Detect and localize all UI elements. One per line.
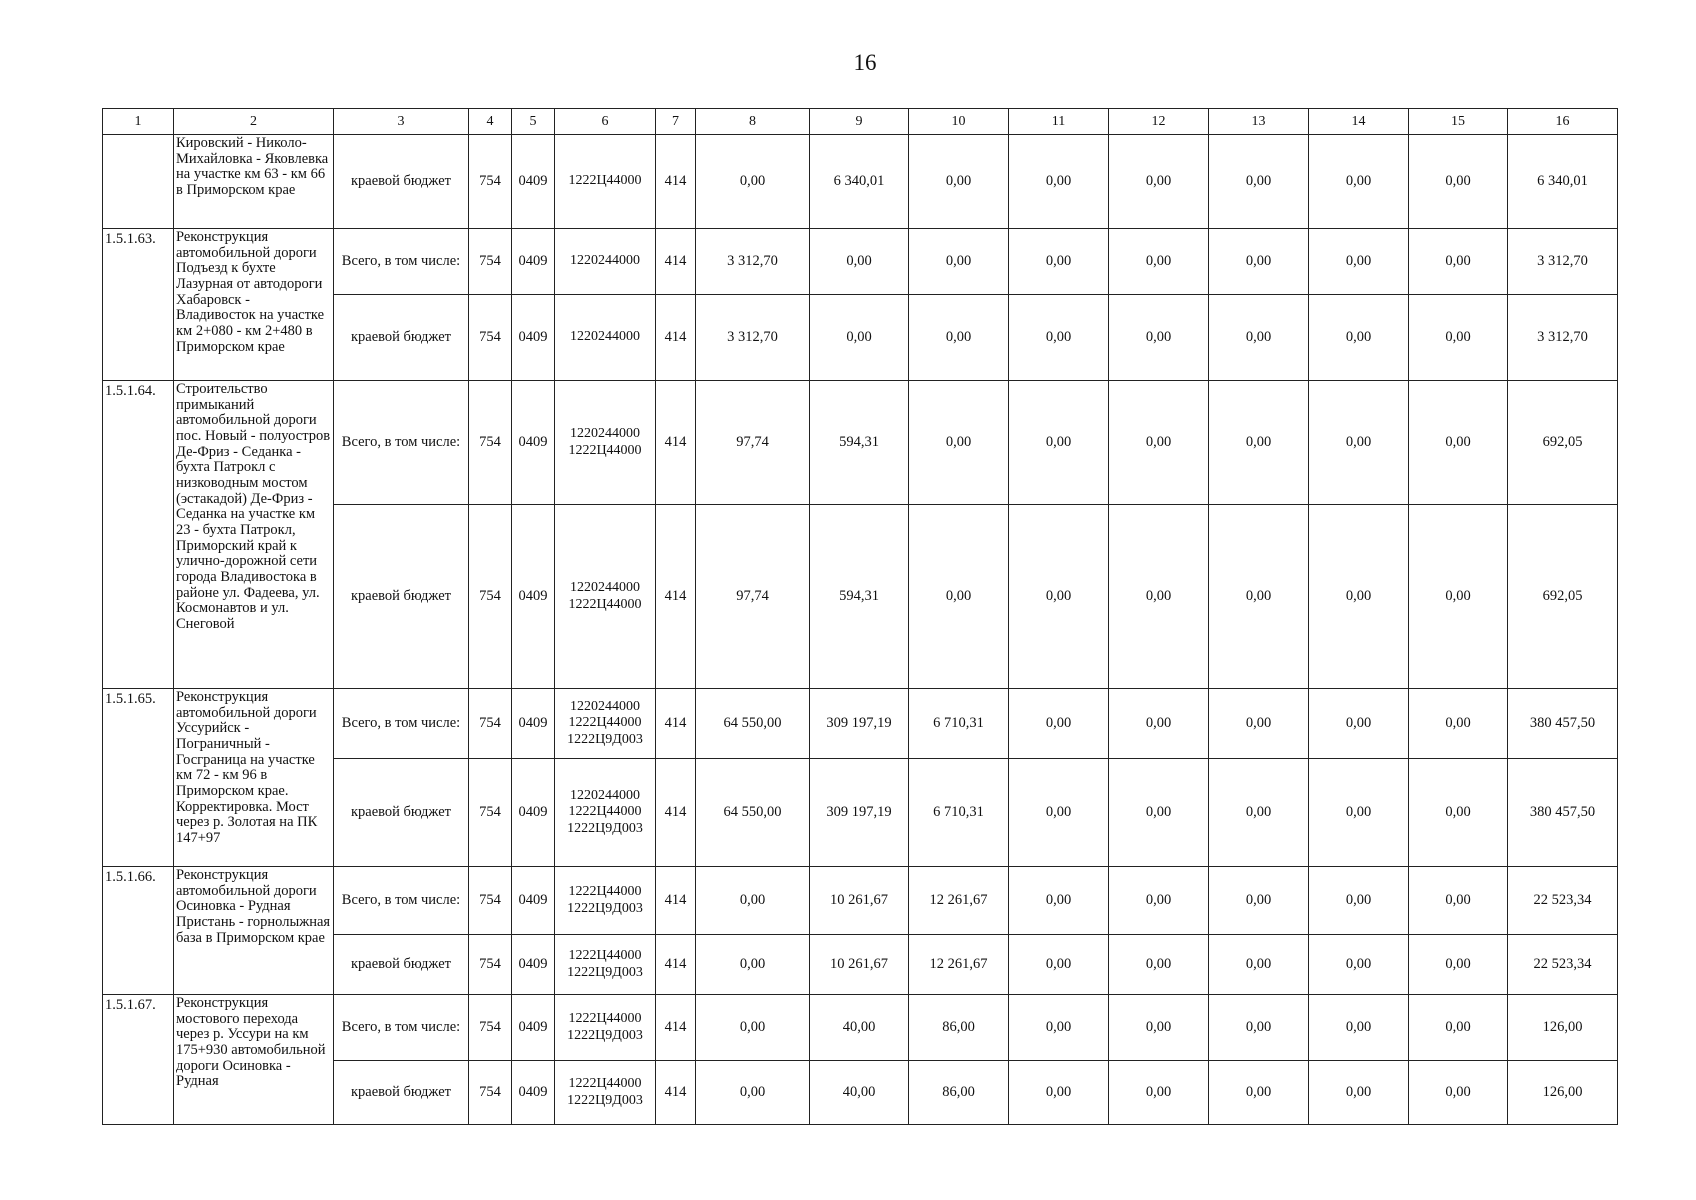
- amount-cell: 0,00: [1409, 505, 1508, 689]
- amount-cell: 0,00: [1109, 935, 1209, 995]
- amount-cell: 10 261,67: [810, 935, 909, 995]
- amount-cell: 0,00: [1109, 689, 1209, 759]
- expense-type-code: 414: [656, 381, 696, 505]
- funding-source: краевой бюджет: [334, 135, 469, 229]
- project-name: Кировский - Николо-Михайловка - Яковлевка на участке км 63 - км 66 в Приморском крае: [174, 135, 334, 229]
- amount-cell: 0,00: [909, 135, 1009, 229]
- project-index: 1.5.1.64.: [103, 381, 174, 689]
- expense-type-code: 414: [656, 759, 696, 867]
- amount-cell: 0,00: [1209, 935, 1309, 995]
- section-code: 0409: [512, 135, 555, 229]
- target-article-code: 1222Ц44000: [568, 948, 642, 964]
- amount-cell: 0,00: [1309, 935, 1409, 995]
- expense-type-code: 414: [656, 295, 696, 381]
- page-number: 16: [853, 50, 877, 75]
- target-article-codes: [555, 759, 656, 867]
- project-name: Реконструкция мостового перехода через р. Уссури на км 175+930 автомобильной дороги Осиновка - Рудная: [174, 995, 334, 1125]
- amount-cell: 0,00: [1209, 995, 1309, 1061]
- target-article-code: 1220244000: [570, 580, 640, 596]
- section-code: 0409: [512, 505, 555, 689]
- funding-source: краевой бюджет: [334, 505, 469, 689]
- amount-cell: 0,00: [1109, 1061, 1209, 1125]
- project-name: Реконструкция автомобильной дороги Уссурийск - Пограничный - Госграница на участке км 72 - км 96 в Приморском крае. Корректировка. Мост через р. Золотая на ПК 147+97: [174, 689, 334, 867]
- amount-cell: 0,00: [1309, 995, 1409, 1061]
- target-article-code: 1220244000: [570, 253, 640, 269]
- project-index: 1.5.1.63.: [103, 229, 174, 381]
- amount-cell: 0,00: [1109, 995, 1209, 1061]
- project-name: Реконструкция автомобильной дороги Подъезд к бухте Лазурная от автодороги Хабаровск - Владивосток на участке км 2+080 - км 2+480 в Приморском крае: [174, 229, 334, 381]
- grbs-code: 754: [469, 689, 512, 759]
- column-header: 15: [1409, 109, 1508, 135]
- target-article-code: 1222Ц44000: [568, 173, 642, 189]
- amount-cell: 0,00: [1409, 295, 1508, 381]
- target-article-code: 1222Ц44000: [568, 1011, 642, 1027]
- amount-cell: 0,00: [696, 867, 810, 935]
- funding-source: краевой бюджет: [334, 935, 469, 995]
- amount-cell: 0,00: [1209, 759, 1309, 867]
- amount-cell: 3 312,70: [1508, 295, 1618, 381]
- target-article-codes: [555, 381, 656, 505]
- column-header: 5: [512, 109, 555, 135]
- column-header: 4: [469, 109, 512, 135]
- amount-cell: 0,00: [1409, 1061, 1508, 1125]
- amount-cell: 40,00: [810, 1061, 909, 1125]
- expense-type-code: 414: [656, 1061, 696, 1125]
- amount-cell: 0,00: [909, 295, 1009, 381]
- amount-cell: 22 523,34: [1508, 935, 1618, 995]
- amount-cell: 6 340,01: [810, 135, 909, 229]
- table-body: [103, 109, 1618, 1125]
- amount-cell: 12 261,67: [909, 867, 1009, 935]
- amount-cell: 0,00: [1009, 1061, 1109, 1125]
- grbs-code: 754: [469, 505, 512, 689]
- amount-cell: 12 261,67: [909, 935, 1009, 995]
- funding-source: Всего, в том числе:: [334, 867, 469, 935]
- column-header: 12: [1109, 109, 1209, 135]
- amount-cell: 309 197,19: [810, 759, 909, 867]
- funding-source: краевой бюджет: [334, 759, 469, 867]
- target-article-code: 1222Ц44000: [568, 715, 642, 731]
- amount-cell: 0,00: [1209, 229, 1309, 295]
- section-code: 0409: [512, 295, 555, 381]
- amount-cell: 0,00: [1009, 381, 1109, 505]
- target-article-code: 1220244000: [570, 329, 640, 345]
- amount-cell: 0,00: [1409, 135, 1508, 229]
- expense-type-code: 414: [656, 505, 696, 689]
- table-row: [103, 995, 1618, 1061]
- amount-cell: 0,00: [696, 1061, 810, 1125]
- amount-cell: 40,00: [810, 995, 909, 1061]
- amount-cell: 0,00: [1009, 759, 1109, 867]
- amount-cell: 0,00: [1009, 689, 1109, 759]
- section-code: 0409: [512, 759, 555, 867]
- target-article-codes: [555, 867, 656, 935]
- amount-cell: 126,00: [1508, 995, 1618, 1061]
- amount-cell: 0,00: [1409, 867, 1508, 935]
- expense-type-code: 414: [656, 135, 696, 229]
- amount-cell: 0,00: [1209, 505, 1309, 689]
- target-article-code: 1222Ц9Д003: [567, 1092, 643, 1108]
- section-code: 0409: [512, 689, 555, 759]
- project-index: 1.5.1.66.: [103, 867, 174, 995]
- column-header: 10: [909, 109, 1009, 135]
- section-code: 0409: [512, 1061, 555, 1125]
- amount-cell: 0,00: [1409, 995, 1508, 1061]
- target-article-code: 1222Ц9Д003: [567, 964, 643, 980]
- amount-cell: 126,00: [1508, 1061, 1618, 1125]
- column-header: 6: [555, 109, 656, 135]
- funding-source: Всего, в том числе:: [334, 381, 469, 505]
- grbs-code: 754: [469, 759, 512, 867]
- grbs-code: 754: [469, 995, 512, 1061]
- amount-cell: 0,00: [1109, 229, 1209, 295]
- amount-cell: 0,00: [1409, 759, 1508, 867]
- table-row: [103, 381, 1618, 505]
- amount-cell: 0,00: [1009, 995, 1109, 1061]
- expense-type-code: 414: [656, 229, 696, 295]
- amount-cell: 0,00: [1409, 229, 1508, 295]
- column-header: 3: [334, 109, 469, 135]
- section-code: 0409: [512, 381, 555, 505]
- column-header: 8: [696, 109, 810, 135]
- project-index: 1.5.1.65.: [103, 689, 174, 867]
- section-code: 0409: [512, 867, 555, 935]
- amount-cell: 3 312,70: [1508, 229, 1618, 295]
- amount-cell: 0,00: [1209, 1061, 1309, 1125]
- amount-cell: 86,00: [909, 1061, 1009, 1125]
- amount-cell: 692,05: [1508, 505, 1618, 689]
- target-article-code: 1222Ц9Д003: [567, 900, 643, 916]
- target-article-code: 1222Ц9Д003: [567, 1027, 643, 1043]
- amount-cell: 0,00: [1209, 689, 1309, 759]
- target-article-codes: [555, 505, 656, 689]
- amount-cell: 594,31: [810, 381, 909, 505]
- target-article-code: 1222Ц44000: [568, 596, 642, 612]
- section-code: 0409: [512, 935, 555, 995]
- amount-cell: 380 457,50: [1508, 759, 1618, 867]
- amount-cell: 0,00: [1009, 135, 1109, 229]
- funding-source: Всего, в том числе:: [334, 995, 469, 1061]
- amount-cell: 0,00: [1309, 135, 1409, 229]
- amount-cell: 0,00: [909, 381, 1009, 505]
- grbs-code: 754: [469, 295, 512, 381]
- amount-cell: 6 710,31: [909, 689, 1009, 759]
- amount-cell: 0,00: [1309, 759, 1409, 867]
- grbs-code: 754: [469, 381, 512, 505]
- amount-cell: 97,74: [696, 381, 810, 505]
- grbs-code: 754: [469, 229, 512, 295]
- amount-cell: 97,74: [696, 505, 810, 689]
- target-article-code: 1222Ц44000: [568, 884, 642, 900]
- expense-type-code: 414: [656, 995, 696, 1061]
- target-article-codes: [555, 1061, 656, 1125]
- target-article-codes: [555, 935, 656, 995]
- amount-cell: 0,00: [1009, 935, 1109, 995]
- amount-cell: 0,00: [1109, 505, 1209, 689]
- amount-cell: 0,00: [1209, 381, 1309, 505]
- expense-type-code: 414: [656, 867, 696, 935]
- column-header: 11: [1009, 109, 1109, 135]
- amount-cell: 0,00: [1109, 867, 1209, 935]
- grbs-code: 754: [469, 867, 512, 935]
- amount-cell: 0,00: [810, 295, 909, 381]
- column-header: 16: [1508, 109, 1618, 135]
- amount-cell: 0,00: [1409, 689, 1508, 759]
- amount-cell: 0,00: [1009, 295, 1109, 381]
- expense-type-code: 414: [656, 935, 696, 995]
- amount-cell: 594,31: [810, 505, 909, 689]
- funding-source: краевой бюджет: [334, 1061, 469, 1125]
- target-article-codes: [555, 995, 656, 1061]
- amount-cell: 0,00: [909, 505, 1009, 689]
- target-article-codes: [555, 295, 656, 381]
- column-header: 2: [174, 109, 334, 135]
- amount-cell: 0,00: [1409, 935, 1508, 995]
- amount-cell: 10 261,67: [810, 867, 909, 935]
- funding-source: Всего, в том числе:: [334, 689, 469, 759]
- amount-cell: 0,00: [1109, 381, 1209, 505]
- amount-cell: 64 550,00: [696, 689, 810, 759]
- grbs-code: 754: [469, 135, 512, 229]
- amount-cell: 0,00: [1209, 867, 1309, 935]
- funding-source: краевой бюджет: [334, 295, 469, 381]
- project-index: 1.5.1.67.: [103, 995, 174, 1125]
- amount-cell: 0,00: [1309, 505, 1409, 689]
- amount-cell: 0,00: [1009, 505, 1109, 689]
- table-row: [103, 689, 1618, 759]
- amount-cell: 0,00: [1009, 229, 1109, 295]
- target-article-codes: [555, 135, 656, 229]
- target-article-codes: [555, 689, 656, 759]
- target-article-code: 1220244000: [570, 699, 640, 715]
- amount-cell: 22 523,34: [1508, 867, 1618, 935]
- project-name: Строительство примыканий автомобильной дороги пос. Новый - полуостров Де-Фриз - Седанка - бухта Патрокл с низководным мостом (эстакадой) Де-Фриз - Седанка на участке км 23 - бухта Патрокл, Приморский край к улично-дорожной сети города Владивостока в районе ул. Фадеева, ул. Космонавтов и ул. Снеговой: [174, 381, 334, 689]
- header-row: [103, 109, 1618, 135]
- column-header: 9: [810, 109, 909, 135]
- amount-cell: 0,00: [696, 995, 810, 1061]
- target-article-code: 1220244000: [570, 426, 640, 442]
- amount-cell: 0,00: [696, 935, 810, 995]
- table-row: [103, 135, 1618, 229]
- budget-table: [102, 108, 1618, 1125]
- amount-cell: 0,00: [1309, 867, 1409, 935]
- amount-cell: 0,00: [1309, 1061, 1409, 1125]
- target-article-code: 1222Ц44000: [568, 1076, 642, 1092]
- target-article-code: 1220244000: [570, 788, 640, 804]
- expense-type-code: 414: [656, 689, 696, 759]
- funding-source: Всего, в том числе:: [334, 229, 469, 295]
- amount-cell: 0,00: [810, 229, 909, 295]
- amount-cell: 0,00: [909, 229, 1009, 295]
- amount-cell: 0,00: [1309, 689, 1409, 759]
- amount-cell: 0,00: [1109, 295, 1209, 381]
- amount-cell: 309 197,19: [810, 689, 909, 759]
- amount-cell: 0,00: [1309, 229, 1409, 295]
- target-article-code: 1222Ц9Д003: [567, 731, 643, 747]
- amount-cell: 692,05: [1508, 381, 1618, 505]
- grbs-code: 754: [469, 935, 512, 995]
- amount-cell: 0,00: [1009, 867, 1109, 935]
- amount-cell: 0,00: [1109, 135, 1209, 229]
- project-index: [103, 135, 174, 229]
- amount-cell: 3 312,70: [696, 295, 810, 381]
- column-header: 7: [656, 109, 696, 135]
- column-header: 1: [103, 109, 174, 135]
- table-row: [103, 867, 1618, 935]
- amount-cell: 0,00: [1209, 295, 1309, 381]
- amount-cell: 0,00: [1309, 381, 1409, 505]
- project-name: Реконструкция автомобильной дороги Осиновка - Рудная Пристань - горнолыжная база в Приморском крае: [174, 867, 334, 995]
- amount-cell: 0,00: [1109, 759, 1209, 867]
- target-article-code: 1222Ц9Д003: [567, 820, 643, 836]
- amount-cell: 3 312,70: [696, 229, 810, 295]
- section-code: 0409: [512, 229, 555, 295]
- grbs-code: 754: [469, 1061, 512, 1125]
- amount-cell: 380 457,50: [1508, 689, 1618, 759]
- table-row: [103, 229, 1618, 295]
- amount-cell: 6 340,01: [1508, 135, 1618, 229]
- amount-cell: 0,00: [696, 135, 810, 229]
- column-header: 14: [1309, 109, 1409, 135]
- section-code: 0409: [512, 995, 555, 1061]
- target-article-codes: [555, 229, 656, 295]
- column-header: 13: [1209, 109, 1309, 135]
- amount-cell: 0,00: [1209, 135, 1309, 229]
- amount-cell: 0,00: [1409, 381, 1508, 505]
- amount-cell: 86,00: [909, 995, 1009, 1061]
- target-article-code: 1222Ц44000: [568, 442, 642, 458]
- amount-cell: 6 710,31: [909, 759, 1009, 867]
- amount-cell: 0,00: [1309, 295, 1409, 381]
- amount-cell: 64 550,00: [696, 759, 810, 867]
- target-article-code: 1222Ц44000: [568, 804, 642, 820]
